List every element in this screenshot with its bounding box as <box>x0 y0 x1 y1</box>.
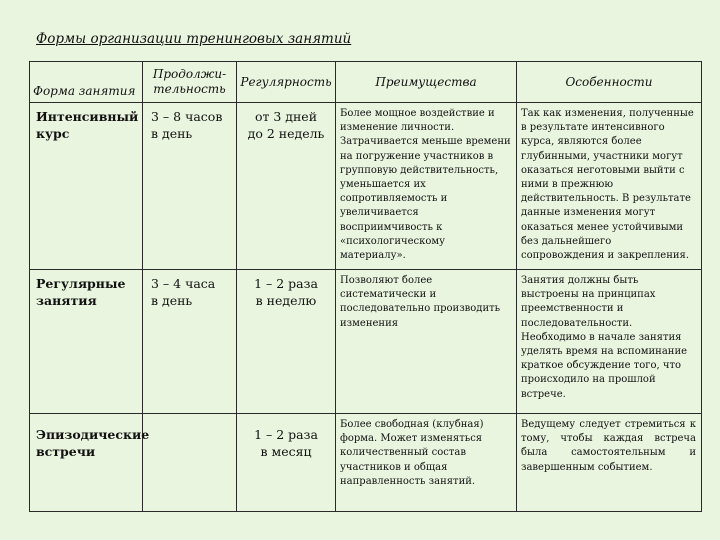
form-line2: занятия <box>36 293 97 308</box>
regularity-cell <box>237 414 336 512</box>
form-line1: Интенсивный <box>36 109 139 124</box>
regularity-line1: 1 – 2 раза <box>254 427 318 442</box>
regularity-line2: в месяц <box>260 444 312 459</box>
page-title: Формы организации тренинговых занятий <box>36 31 352 47</box>
duration-line2: в день <box>151 126 193 141</box>
form-cell <box>30 103 143 270</box>
form-line2: встречи <box>36 444 96 459</box>
form-line2: курс <box>36 126 70 141</box>
duration-line1: 3 – 8 часов <box>151 109 223 124</box>
training-forms-table <box>29 61 702 512</box>
regularity-cell <box>237 270 336 414</box>
regularity-cell <box>237 103 336 270</box>
duration-line1: 3 – 4 часа <box>151 276 216 291</box>
header-duration-line2: тельность <box>153 82 226 96</box>
features-cell: Так как изменения, полученные в результате интенсивного курса, являются более глубинными, участники могут оказаться неготовыми выйти с ними в прежнюю действительность. В результате данные изменения могут оказаться менее устойчивыми без дальнейшего сопровождения и закрепления. <box>517 103 702 270</box>
regularity-line1: 1 – 2 раза <box>254 276 318 291</box>
regularity-line2: в неделю <box>255 293 317 308</box>
duration-cell <box>143 414 237 512</box>
regularity-line2: до 2 недель <box>247 126 325 141</box>
advantages-cell: Более мощное воздействие и изменение личности. Затрачивается меньше времени на погружение участников в групповую действительность, уменьшается их сопротивляемость и увеличивается восприимчивость к «психологическому материалу». <box>336 103 517 270</box>
header-duration <box>143 62 237 103</box>
form-line1: Регулярные <box>36 276 126 291</box>
form-cell <box>30 414 150 512</box>
advantages-cell: Позволяют более систематически и последовательно производить изменения <box>336 270 517 414</box>
table-row <box>30 414 702 512</box>
advantages-cell: Более свободная (клубная) форма. Может изменяться количественный состав участников и общая направленность занятий. <box>336 414 517 512</box>
table-header-row <box>30 62 702 103</box>
table-row <box>30 103 702 270</box>
duration-cell <box>143 270 237 414</box>
form-cell <box>30 270 143 414</box>
regularity-line1: от 3 дней <box>254 109 318 124</box>
header-form: Форма занятия <box>30 62 143 103</box>
duration-line2: в день <box>151 293 193 308</box>
header-advantages: Преимущества <box>336 62 517 103</box>
duration-cell <box>143 103 237 270</box>
table-row <box>30 270 702 414</box>
features-cell: Занятия должны быть выстроены на принципах преемственности и последовательности. Необходимо в начале занятия уделять время на вспоминание краткое обсуждение того, что происходило на прошлой встрече. <box>517 270 702 414</box>
header-features: Особенности <box>517 62 702 103</box>
header-duration-line1: Продолжи- <box>152 67 227 81</box>
form-line1: Эпизодические <box>36 427 150 442</box>
features-cell: Ведущему следует стремиться к тому, чтобы каждая встреча была самостоятельным и завершенным событием. <box>517 414 702 512</box>
header-regularity: Регулярность <box>237 62 336 103</box>
